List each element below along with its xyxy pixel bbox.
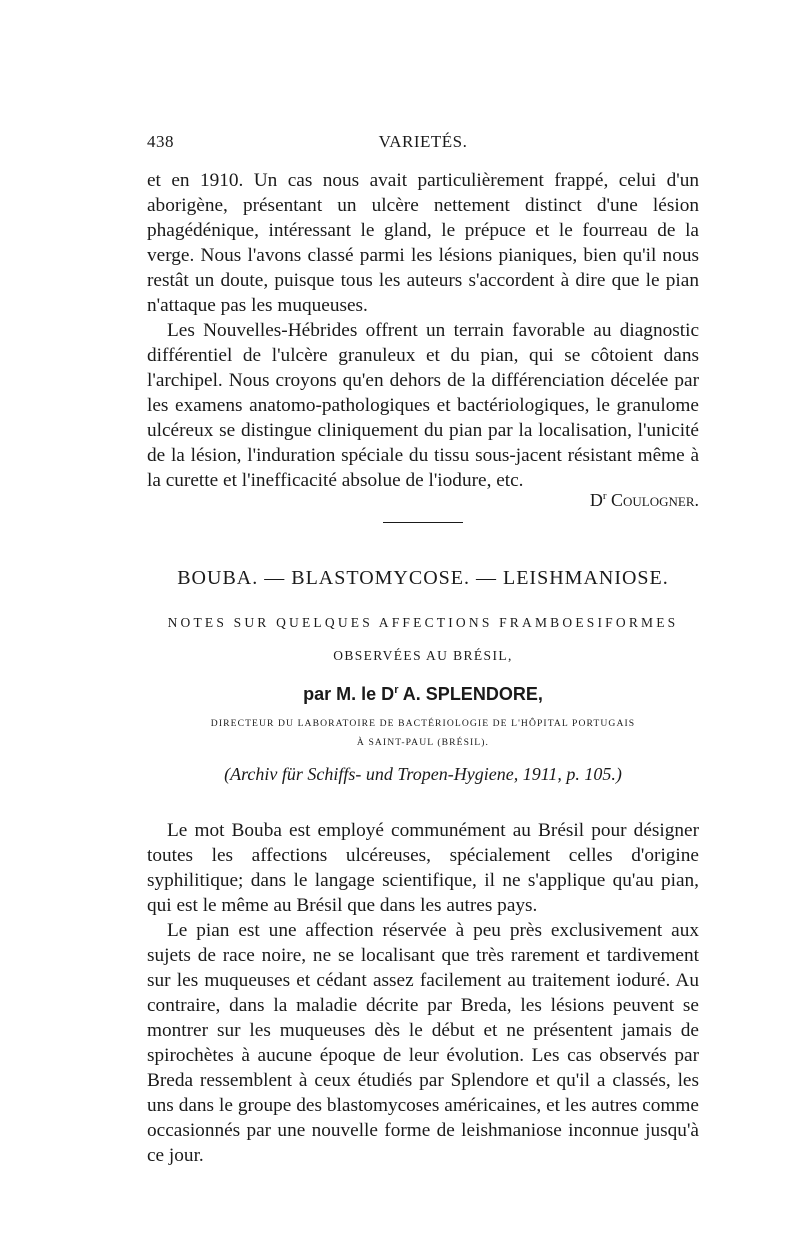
signature-superscript: r bbox=[602, 490, 607, 502]
author-superscript: r bbox=[394, 684, 399, 696]
author-name: A. SPLENDORE, bbox=[398, 684, 543, 704]
article-subtitle: NOTES SUR QUELQUES AFFECTIONS FRAMBOESIFORMES bbox=[167, 615, 679, 630]
article-subtitle-continued: OBSERVÉES AU BRÉSIL, bbox=[333, 648, 513, 663]
previous-article-text bbox=[147, 168, 699, 493]
author-signature bbox=[147, 490, 699, 511]
article-title: BOUBA. — BLASTOMYCOSE. — LEISHMANIOSE. bbox=[177, 567, 669, 589]
page-header bbox=[147, 132, 699, 158]
source-citation: (Archiv für Schiffs- und Tropen-Hygiene, 1911, p. 105.) bbox=[224, 764, 622, 784]
author-prefix: par M. le D bbox=[303, 684, 395, 704]
affiliation-line: DIRECTEUR DU LABORATOIRE DE BACTÉRIOLOGIE DE L'HÔPITAL PORTUGAIS bbox=[210, 718, 636, 729]
article-author bbox=[147, 684, 699, 705]
paragraph: Le pian est une affection réservée à peu près exclusivement aux sujets de race noire, ne se localisant que très rarement et tardivement sur les muqueuses et cédant assez facilement au traitement ioduré. Au contraire, dans la maladie décrite par Breda, les lésions peuvent se montrer sur les muqueuses dès le début et ne présentent jamais de spirochètes à aucune époque de leur évolution. Les cas observés par Breda ressemblent à ceux étudiés par Splendore et qu'il a classés, les uns dans le groupe des blastomycoses américaines, et les autres comme occasionnés par une nouvelle forme de leishmaniose inconnue jusqu'à ce jour. bbox=[147, 920, 699, 1166]
paragraph: Les Nouvelles-Hébrides offrent un terrain favorable au diagnostic différentiel de l'ulcère granuleux et du pian, qui se côtoient dans l'archipel. Nous croyons qu'en dehors de la différenciation décelée par les examens anatomo-pathologiques et bactériologiques, le granulome ulcéreux se distingue cliniquement du pian par la localisation, l'unicité de la lésion, l'induration spéciale du tissu sous-jacent résistant même à la curette et l'inefficacité absolue de l'iodure, etc. bbox=[147, 320, 699, 491]
paragraph: Le mot Bouba est employé communément au Brésil pour désigner toutes les affections ulcéreuses, spécialement celles d'origine syphilitique; dans le langage scientifique, il ne s'applique qu'au pian, qui est le même au Brésil que dans les autres pays. bbox=[147, 820, 699, 916]
signature-prefix: D bbox=[589, 490, 603, 510]
affiliation-line: À SAINT-PAUL (BRÉSIL). bbox=[356, 737, 490, 748]
article-body bbox=[147, 818, 699, 1168]
running-title: VARIETÉS. bbox=[378, 132, 468, 151]
author-affiliation bbox=[147, 714, 699, 752]
page-number: 438 bbox=[147, 132, 174, 151]
signature-name: Coulogner. bbox=[611, 490, 699, 510]
section-divider bbox=[383, 522, 463, 523]
paragraph: et en 1910. Un cas nous avait particulièrement frappé, celui d'un aborigène, présentant un ulcère nettement distinct d'une lésion phagédénique, intéressant le gland, le prépuce et le fourreau de la verge. Nous l'avons classé parmi les lésions pianiques, bien qu'il nous restât un doute, puisque tous les auteurs s'accordent à dire que le pian n'attaque pas les muqueuses. bbox=[147, 170, 699, 316]
